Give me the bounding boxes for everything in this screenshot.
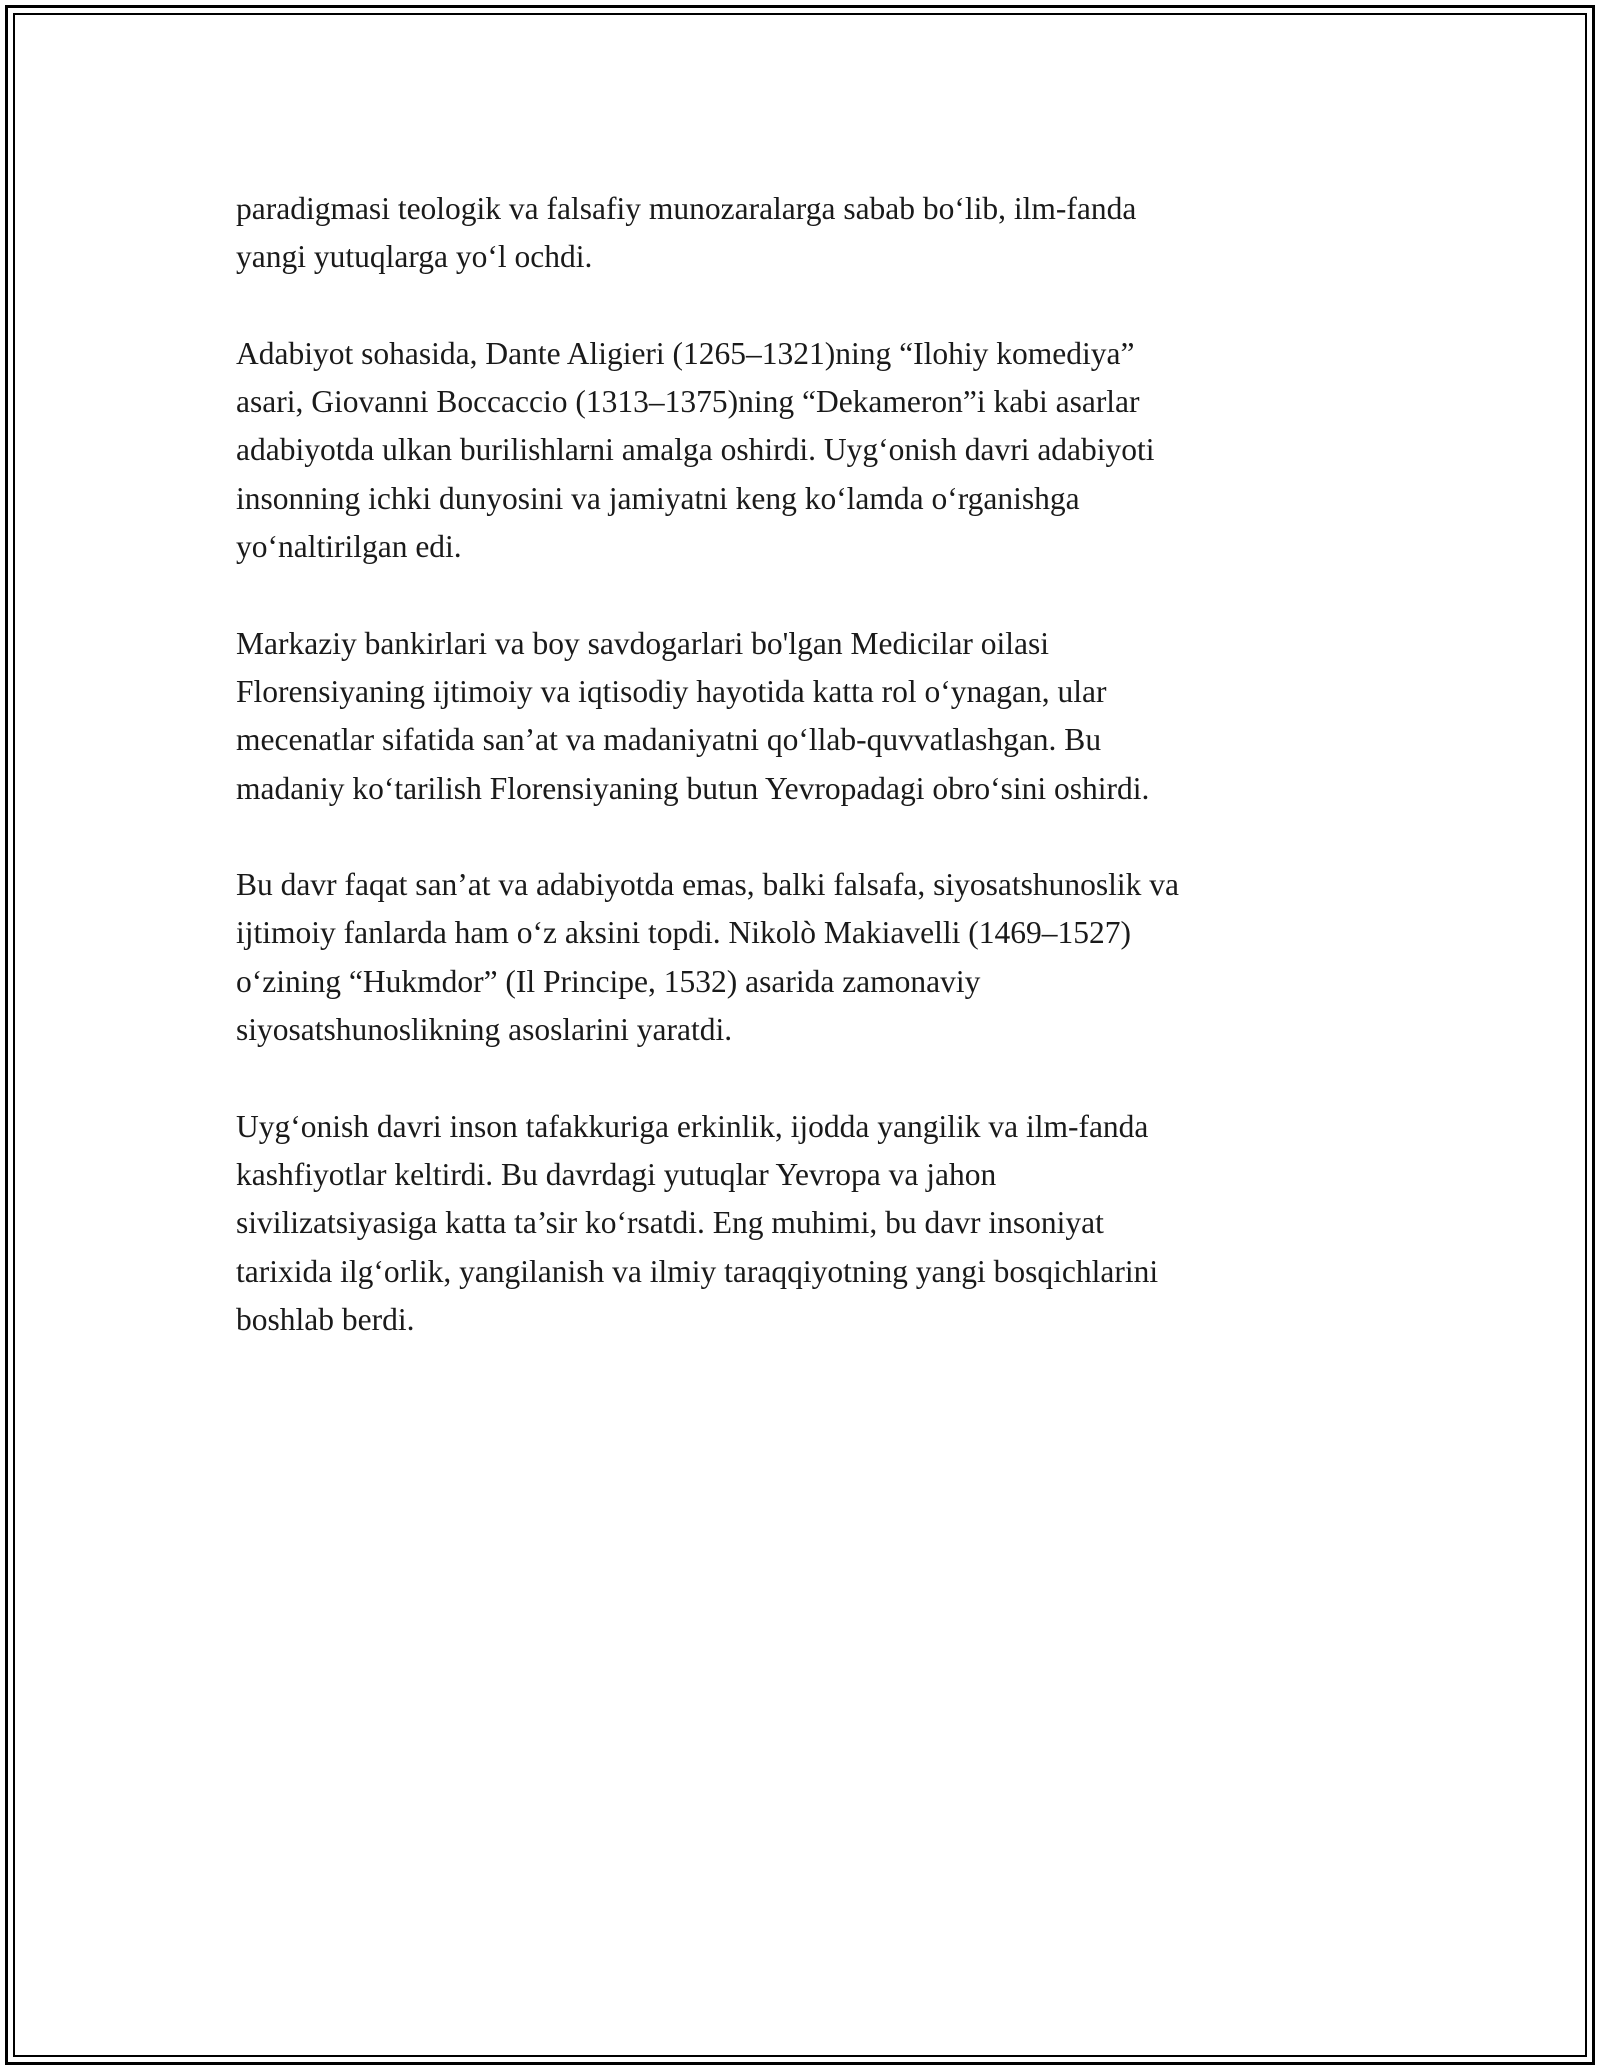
paragraph	[236, 1103, 1356, 1344]
text-line: sivilizatsiyasiga katta ta’sir ko‘rsatdi. Eng muhimi, bu davr insoniyat	[236, 1205, 1104, 1241]
text-line: kashfiyotlar keltirdi. Bu davrdagi yutuqlar Yevropa va jahon	[236, 1156, 997, 1192]
text-line: tarixida ilg‘orlik, yangilanish va ilmiy taraqqiyotning yangi bosqichlarini	[236, 1253, 1159, 1289]
text-line: madaniy ko‘tarilish Florensiyaning butun Yevropadagi obro‘sini oshirdi.	[236, 770, 1150, 806]
text-line: insonning ichki dunyosini va jamiyatni keng ko‘lamda o‘rganishga	[236, 480, 1080, 516]
text-line: Markaziy bankirlari va boy savdogarlari bo'lgan Medicilar oilasi	[236, 625, 1050, 661]
text-line: siyosatshunoslikning asoslarini yaratdi.	[236, 1012, 733, 1048]
text-line: Florensiyaning ijtimoiy va iqtisodiy hayotida katta rol o‘ynagan, ular	[236, 673, 1107, 709]
text-line: paradigmasi teologik va falsafiy munozaralarga sabab bo‘lib, ilm-fanda	[236, 191, 1137, 226]
text-line: adabiyotda ulkan burilishlarni amalga oshirdi. Uyg‘onish davri adabiyoti	[236, 432, 1155, 468]
text-line: asari, Giovanni Boccaccio (1313–1375)ning “Dekameron”i kabi asarlar	[236, 384, 1140, 420]
paragraph	[236, 861, 1356, 1054]
text-line: Bu davr faqat san’at va adabiyotda emas, balki falsafa, siyosatshunoslik va	[236, 867, 1179, 903]
text-line: ijtimoiy fanlarda ham o‘z aksini topdi. Nikolò Makiavelli (1469–1527)	[236, 915, 1131, 951]
text-line: Adabiyot sohasida, Dante Aligieri (1265–1321)ning “Ilohiy komediya”	[236, 335, 1135, 371]
text-line: o‘zining “Hukmdor” (Il Principe, 1532) asarida zamonaviy	[236, 963, 981, 999]
text-line: boshlab berdi.	[236, 1301, 415, 1337]
text-line: yo‘naltirilgan edi.	[236, 529, 462, 565]
paragraph	[236, 185, 1356, 282]
text-line: mecenatlar sifatida san’at va madaniyatni qo‘llab-quvvatlashgan. Bu	[236, 722, 1102, 758]
text-line: Uyg‘onish davri inson tafakkuriga erkinlik, ijodda yangilik va ilm-fanda	[236, 1108, 1149, 1144]
text-line: yangi yutuqlarga yo‘l ochdi.	[236, 239, 593, 275]
paragraph	[236, 620, 1356, 813]
document-body	[236, 185, 1356, 1392]
paragraph	[236, 330, 1356, 571]
